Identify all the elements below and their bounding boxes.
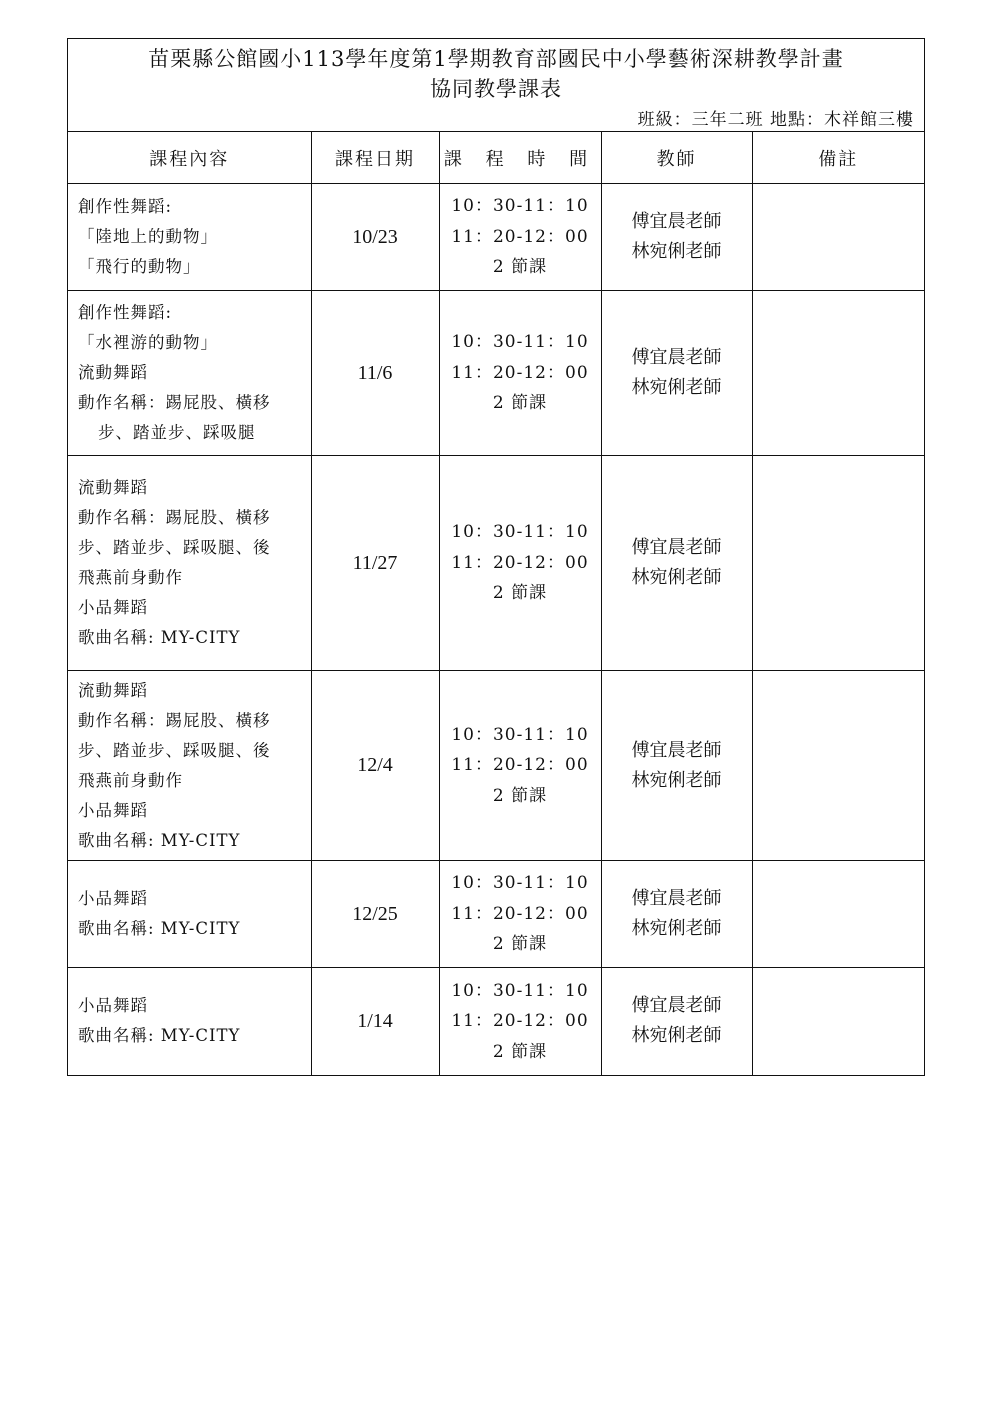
table-row [68, 968, 924, 1075]
course-time-line: 10：30-11：10 [451, 522, 589, 543]
course-time-line: 2 節課 [492, 785, 548, 806]
teacher-name: 林宛俐老師 [631, 241, 722, 262]
teacher-name: 林宛俐老師 [631, 567, 722, 588]
document-subtitle: 協同教學課表 [430, 77, 562, 101]
course-time-line: 10：30-11：10 [451, 332, 589, 353]
course-content-line: 小品舞蹈 [78, 598, 148, 617]
course-content-cell [68, 456, 311, 671]
teacher-name: 傅宜晨老師 [631, 347, 722, 368]
note-cell [752, 861, 924, 968]
course-content-line: 創作性舞蹈: [78, 197, 173, 216]
course-content-line: 歌曲名稱: MY-CITY [78, 830, 241, 850]
course-date-cell: 11/6 [311, 291, 439, 456]
column-header-teacher: 教師 [601, 132, 752, 184]
column-header-time: 課 程 時 間 [439, 132, 601, 184]
document-header [68, 39, 924, 132]
course-content-line: 「陸地上的動物」 [78, 227, 218, 246]
course-content-cell [68, 861, 311, 968]
document-title: 苗栗縣公館國小113學年度第1學期教育部國民中小學藝術深耕教學計畫 [148, 47, 844, 71]
teacher-cell [601, 184, 752, 291]
column-header-date: 課程日期 [311, 132, 439, 184]
course-content-line: 「飛行的動物」 [78, 257, 201, 276]
table-row [68, 456, 924, 671]
table-row [68, 291, 924, 456]
teacher-name: 傅宜晨老師 [631, 537, 722, 558]
teacher-name: 林宛俐老師 [631, 1025, 722, 1047]
note-cell [752, 968, 924, 1075]
table-header-row [68, 132, 924, 184]
course-date-cell: 10/23 [311, 184, 439, 291]
course-time-line: 11：20-12：00 [451, 552, 589, 573]
course-content-line: 飛燕前身動作 [78, 568, 183, 587]
course-time-line: 11：20-12：00 [451, 226, 589, 247]
course-content-cell [68, 968, 311, 1075]
course-time-cell [439, 291, 601, 456]
table-row [68, 861, 924, 968]
course-time-cell [439, 968, 601, 1075]
course-content-line: 動作名稱：踢屁股、橫移 [78, 393, 271, 412]
course-time-line: 11：20-12：00 [451, 755, 589, 776]
column-header-note: 備註 [752, 132, 924, 184]
course-time-cell [439, 671, 601, 861]
course-content-line: 歌曲名稱: MY-CITY [78, 919, 241, 938]
course-content-line: 小品舞蹈 [78, 996, 148, 1016]
teacher-name: 傅宜晨老師 [631, 995, 722, 1017]
course-content-line: 流動舞蹈 [78, 680, 148, 700]
teacher-cell [601, 456, 752, 671]
course-content-line: 步、踏並步、踩吸腿 [98, 423, 256, 442]
course-content-line: 小品舞蹈 [78, 800, 148, 820]
course-content-line: 流動舞蹈 [78, 363, 148, 382]
course-date-cell: 1/14 [311, 968, 439, 1075]
course-content-cell [68, 291, 311, 456]
teacher-name: 傅宜晨老師 [631, 211, 722, 232]
course-content-line: 動作名稱：踢屁股、橫移 [78, 710, 271, 730]
teacher-name: 林宛俐老師 [631, 769, 722, 791]
column-header-content: 課程內容 [68, 132, 311, 184]
teacher-name: 林宛俐老師 [631, 918, 722, 939]
teacher-cell [601, 291, 752, 456]
course-time-cell [439, 861, 601, 968]
course-time-line: 2 節課 [492, 1041, 548, 1062]
course-date-cell: 11/27 [311, 456, 439, 671]
note-cell [752, 456, 924, 671]
note-cell [752, 291, 924, 456]
note-cell [752, 671, 924, 861]
course-time-line: 11：20-12：00 [451, 903, 589, 924]
table-row [68, 184, 924, 291]
teacher-name: 林宛俐老師 [631, 377, 722, 398]
course-content-line: 「水裡游的動物」 [78, 333, 218, 352]
course-time-line: 2 節課 [492, 583, 548, 604]
course-time-line: 11：20-12：00 [451, 362, 589, 383]
course-time-line: 11：20-12：00 [451, 1011, 589, 1031]
teacher-cell [601, 968, 752, 1075]
course-content-line: 小品舞蹈 [78, 889, 148, 908]
course-time-cell [439, 184, 601, 291]
course-date-cell: 12/25 [311, 861, 439, 968]
note-cell [752, 184, 924, 291]
course-time-line: 2 節課 [492, 257, 548, 278]
schedule-table [68, 132, 924, 1075]
course-content-line: 創作性舞蹈: [78, 303, 173, 322]
teacher-cell [601, 671, 752, 861]
class-location-info: 班級：三年二班 地點：木祥館三樓 [637, 110, 914, 130]
course-time-line: 2 節課 [492, 393, 548, 414]
teacher-cell [601, 861, 752, 968]
schedule-document [67, 38, 925, 1076]
course-content-line: 歌曲名稱: MY-CITY [78, 1026, 241, 1046]
teacher-name: 傅宜晨老師 [631, 888, 722, 909]
course-time-line: 2 節課 [492, 934, 548, 955]
course-content-line: 流動舞蹈 [78, 478, 148, 497]
course-time-cell [439, 456, 601, 671]
course-content-line: 動作名稱：踢屁股、橫移 [78, 508, 271, 527]
course-time-line: 10：30-11：10 [451, 980, 589, 1001]
teacher-name: 傅宜晨老師 [631, 739, 722, 761]
course-date-cell: 12/4 [311, 671, 439, 861]
course-content-cell [68, 184, 311, 291]
course-time-line: 10：30-11：10 [451, 873, 589, 894]
course-content-line: 步、踏並步、踩吸腿、後 [78, 538, 271, 557]
course-time-line: 10：30-11：10 [451, 196, 589, 217]
table-row [68, 671, 924, 861]
course-content-line: 飛燕前身動作 [78, 770, 183, 790]
course-content-line: 步、踏並步、踩吸腿、後 [78, 740, 271, 760]
course-content-line: 歌曲名稱: MY-CITY [78, 628, 241, 647]
course-time-line: 10：30-11：10 [451, 724, 589, 745]
course-content-cell [68, 671, 311, 861]
